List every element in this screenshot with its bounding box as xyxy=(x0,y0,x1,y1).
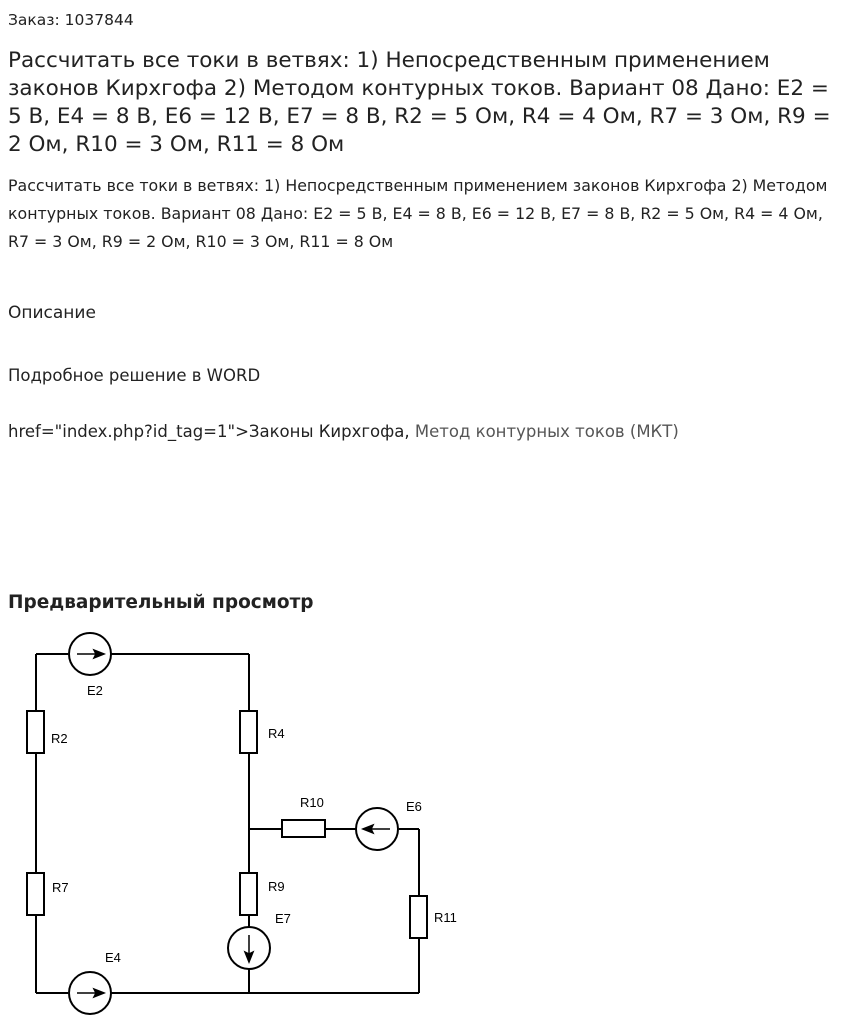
page-title: Рассчитать все токи в ветвях: 1) Непосредственным применением законов Кирхгофа 2) Методом контурных токов. Вариант 08 Дано: E2 = 5 В, E4 = 8 В, E6 = 12 В, E7 = 8 В, R2 = 5 Ом, R4 = 4 Ом, R7 = 3 Ом, R9 = 2 Ом, R10 = 3 Ом, R11 = 8 Ом xyxy=(8,48,831,157)
description-section-label: Описание xyxy=(8,303,96,323)
solution-note: Подробное решение в WORD xyxy=(8,366,261,385)
label-r7: R7 xyxy=(52,880,69,895)
label-r11: R11 xyxy=(434,910,457,925)
r4-resistor xyxy=(240,711,257,753)
label-e6: E6 xyxy=(406,799,422,814)
tag-link-mkt[interactable]: Метод контурных токов (МКТ) xyxy=(414,422,679,441)
r2-resistor xyxy=(27,711,44,753)
label-e4: E4 xyxy=(105,950,121,965)
label-r2: R2 xyxy=(51,731,68,746)
label-e7: E7 xyxy=(275,911,291,926)
tags-prefix-text: href="index.php?id_tag=1">Законы Кирхгофа, xyxy=(8,422,415,441)
r7-resistor xyxy=(27,873,44,915)
tags-line xyxy=(8,420,679,444)
circuit-diagram xyxy=(0,620,480,1030)
label-r4: R4 xyxy=(268,726,285,741)
r10-resistor xyxy=(282,820,325,837)
task-description: Рассчитать все токи в ветвях: 1) Непосредственным применением законов Кирхгофа 2) Методом контурных токов. Вариант 08 Дано: E2 = 5 В, E4 = 8 В, E6 = 12 В, E7 = 8 В, R2 = 5 Ом, R4 = 4 Ом, R7 = 3 Ом, R9 = 2 Ом, R10 = 3 Ом, R11 = 8 Ом xyxy=(8,176,828,251)
r11-resistor xyxy=(410,896,427,938)
label-r9: R9 xyxy=(268,879,285,894)
label-r10: R10 xyxy=(300,795,324,810)
preview-heading: Предварительный просмотр xyxy=(8,592,314,613)
label-e2: E2 xyxy=(87,683,103,698)
order-number: Заказ: 1037844 xyxy=(8,11,134,29)
r9-resistor xyxy=(240,873,257,915)
